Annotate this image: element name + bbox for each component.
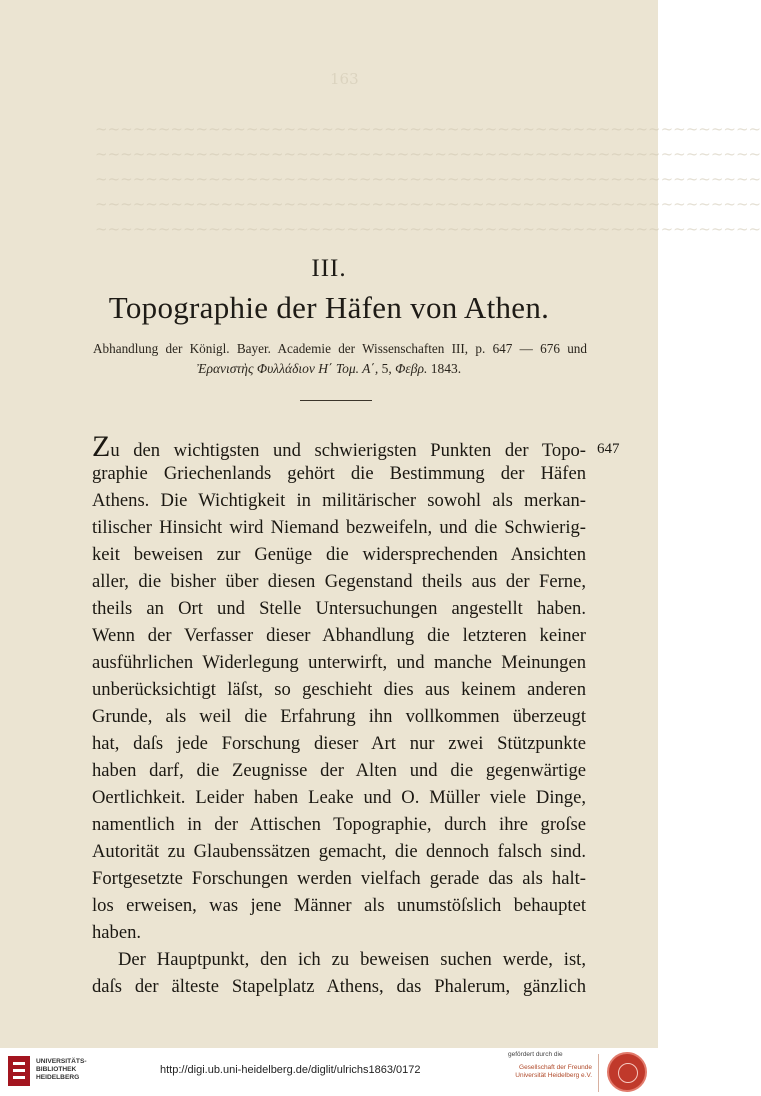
source-citation-line-1: Abhandlung der Königl. Bayer. Academie der Wissenschaften III, p. 647 — 676 und — [93, 341, 587, 356]
text-line: Wenn der Verfasser dieser Abhandlung die letzteren keiner — [92, 625, 586, 646]
bleed-through: ~~~~~~~~~~~~~~~~~~~~~~~~~~~~~~~~~~~~~~~~~~~~~~~~~~~~~ — [95, 145, 761, 163]
citation-number: 5, — [381, 361, 392, 376]
section-divider — [300, 400, 372, 401]
bleed-through: ~~~~~~~~~~~~~~~~~~~~~~~~~~~~~~~~~~~~~~~~~~~~~~~~~~~~~ — [95, 220, 761, 238]
source-citation-line-2 — [0, 361, 658, 377]
library-name[interactable]: UNIVERSITÄTS- BIBLIOTHEK HEIDELBERG — [36, 1058, 87, 1081]
bleed-through: ~~~~~~~~~~~~~~~~~~~~~~~~~~~~~~~~~~~~~~~~~~~~~~~~~~~~~ — [95, 195, 761, 213]
text-line: tilischer Hinsicht wird Niemand bezweifeln, und die Schwierig- — [92, 517, 586, 538]
citation-year: 1843. — [430, 361, 462, 376]
text-line: Autorität zu Glaubenssätzen gemacht, die dennoch falsch sind. — [92, 841, 586, 862]
text-line: Fortgesetzte Forschungen werden vielfach gerade das als halt- — [92, 868, 586, 889]
university-seal-icon[interactable] — [607, 1052, 647, 1092]
text-line: Der Hauptpunkt, den ich zu beweisen suchen werde, ist, — [118, 949, 586, 970]
text-line: haben. — [92, 922, 142, 943]
text-line: hat, daſs jede Forschung dieser Art nur zwei Stützpunkte — [92, 733, 586, 754]
text-line: aller, die bisher über diesen Gegenstand theils aus der Ferne, — [92, 571, 586, 592]
text-line: Grunde, als weil die Erfahrung ihn vollkommen überzeugt — [92, 706, 586, 727]
text-line: graphie Griechenlands gehört die Bestimmung der Häfen — [92, 463, 586, 484]
margin-page-number: 647 — [597, 441, 620, 457]
text-line: Zu den wichtigsten und schwierigsten Punkten der Topo- — [92, 430, 586, 463]
chapter-title: Topographie der Häfen von Athen. — [108, 290, 550, 325]
text-line: daſs der älteste Stapelplatz Athens, das Phalerum, gänzlich — [92, 976, 586, 997]
sponsor-name[interactable]: Gesellschaft der Freunde Universität Heidelberg e.V. — [515, 1064, 592, 1079]
bleed-through: 163 — [330, 70, 359, 88]
text-line: haben darf, die Zeugnisse der Alten und die gegenwärtige — [92, 760, 586, 781]
text-line: Oertlichkeit. Leider haben Leake und O. Müller viele Dinge, — [92, 787, 586, 808]
text-line: ausführlichen Widerlegung unterwirft, und manche Meinungen — [92, 652, 586, 673]
greek-month: Φεβρ. — [395, 361, 428, 376]
text-line: theils an Ort und Stelle Untersuchungen angestellt haben. — [92, 598, 586, 619]
body-text — [92, 430, 586, 1000]
sponsor-note: gefördert durch die — [508, 1051, 563, 1058]
drop-cap: Z — [92, 430, 111, 463]
text-line: unberücksichtigt läſst, so geschieht dies aus keinem anderen — [92, 679, 586, 700]
library-logo-icon[interactable] — [8, 1056, 30, 1086]
greek-citation: Ἐρανιστὴς Φυλλάδιον Η΄ Τομ. Α΄, — [196, 361, 379, 376]
text-line: namentlich in der Attischen Topographie, durch ihre groſse — [92, 814, 586, 835]
bleed-through: ~~~~~~~~~~~~~~~~~~~~~~~~~~~~~~~~~~~~~~~~~~~~~~~~~~~~~ — [95, 170, 761, 188]
chapter-numeral: III. — [311, 255, 347, 282]
bleed-through: ~~~~~~~~~~~~~~~~~~~~~~~~~~~~~~~~~~~~~~~~~~~~~~~~~~~~~ — [95, 120, 761, 138]
text-line: los erweisen, was jene Männer als unumstöſslich behauptet — [92, 895, 586, 916]
viewer-footer — [0, 1048, 658, 1096]
permalink-url[interactable]: http://digi.ub.uni-heidelberg.de/diglit/ulrichs1863/0172 — [160, 1064, 421, 1076]
text-line: Athens. Die Wichtigkeit in militärischer sowohl als merkan- — [92, 490, 586, 511]
text-line: keit beweisen zur Genüge die widersprechenden Ansichten — [92, 544, 586, 565]
footer-divider — [598, 1054, 599, 1092]
